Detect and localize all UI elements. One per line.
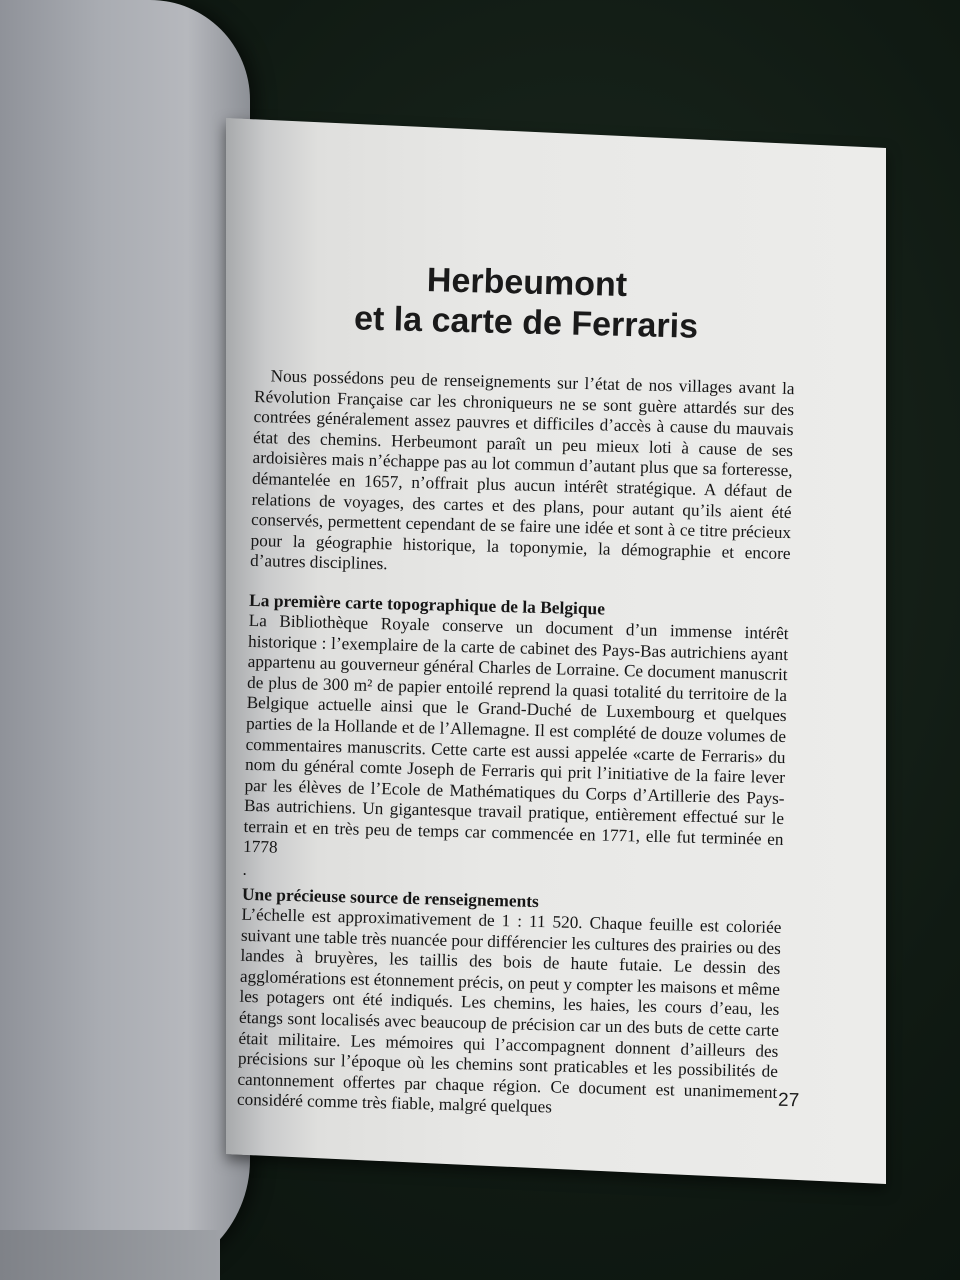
section-heading-source: Une précieuse source de renseignements (241, 883, 540, 912)
left-page (0, 0, 250, 1280)
section-heading-first-map: La première carte topographique de la Belgique (248, 589, 606, 619)
page-content (237, 240, 798, 1124)
page-number: 27 (777, 1089, 800, 1112)
section-trailing-dot: . (242, 859, 248, 879)
section-paragraph-source: L’échelle est approximativement de 1 : 11 520. Chaque feuille est coloriée suivant une table très nuancée pour différencier les cultures des prairies ou des landes à bruyères, les taillis des bois de haute futaie. Le dessin des agglomérations est étonnement précis, on peut y compter les maisons et même les potagers ont été indiqués. Les chemins, les haies, les cours d’eau, les étangs sont localisés avec beaucoup de précision car un des buts de cette carte était militaire. Les mémoires qui l’accompagnent donnent d’ailleurs des précisions sur l’époque où les chemins sont praticables et les possibilités de cantonnement offertes par chaque région. Ce document est unanimement considéré comme très fiable, malgré quelques (236, 904, 782, 1117)
title-line-2: et la carte de Ferraris (353, 299, 699, 346)
intro-paragraph: Nous possédons peu de renseignements sur l’état de nos villages avant la Révolution Française car les chroniqueurs ne se sont guère attardés sur des contrées généralement assez pauvres et difficiles d’accès à cause du mauvais état des chemins. Herbeumont paraît un peu mieux loti à cause de ses ardoisières mais n’échappe pas au lot commun d’autant plus que sa forteresse, démantelée en 1657, n’offrait plus aucun intérêt stratégique. A défaut de relations de voyages, des cartes et des plans, pour autant qu’ils aient été conservés, permettent cependant de se faire une idée et sont à ce titre précieux pour la géographie historique, la toponymie, la démographie et encore d’autres disciplines. (249, 366, 795, 574)
left-page-edge (0, 1230, 220, 1280)
page-title (256, 256, 798, 349)
section-paragraph-first-map: La Bibliothèque Royale conserve un document d’un immense intérêt historique : l’exemplaire de la carte de cabinet des Pays-Bas autrichiens ayant appartenu au gouverneur général Charles de Lorraine. Ce document manuscrit de plus de 300 m² de papier entoilé reprend la quasi totalité du territoire de la Belgique actuelle ainsi que le Grand-Duché de Luxembourg et quelques parties de la Hollande et de l’Allemagne. Il est complété de douze volumes de commentaires manuscrits. Cette carte est aussi appelée «carte de Ferraris» du nom du général comte Joseph de Ferraris qui prit l’initiative de la faire lever par les élèves de l’Ecole de Mathématiques du Corps d’Artillerie des Pays-Bas autrichiens. Un gigantesque travail pratique, entièrement effectué sur le terrain et en très peu de temps car commencée en 1771, elle fut terminée en 1778 (242, 610, 789, 858)
title-line-1: Herbeumont (426, 261, 628, 305)
